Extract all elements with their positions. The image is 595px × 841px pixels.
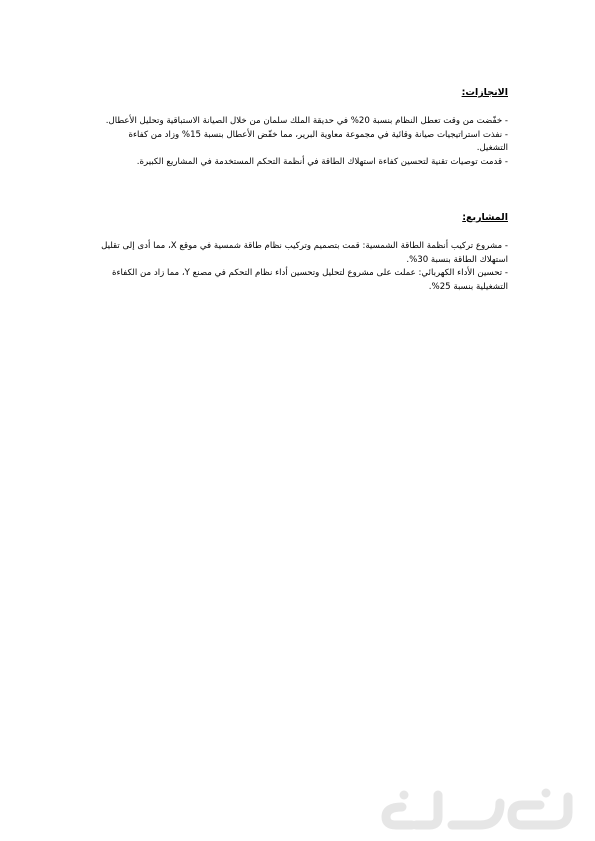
projects-section — [96, 211, 508, 294]
achievements-section — [96, 86, 508, 169]
achievements-heading: الانجازات: — [461, 87, 508, 98]
project-item: - تحسين الأداء الكهربائي: عملت على مشروع لتحليل وتحسين أداء نظام التحكم في مصنع Y، مما زاد من الكفاءة التشغيلية بنسبة 25%. — [112, 268, 508, 292]
achievement-item: - نفذت استراتيجيات صيانة وقائية في مجموعة معاوية البرير، مما خفّض الأعطال بنسبة 15% وزاد من كفاءة التشغيل. — [128, 129, 508, 154]
projects-heading: المشاريع: — [462, 212, 508, 223]
haraj-watermark-logo — [372, 783, 582, 835]
project-item: - مشروع تركيب أنظمة الطاقة الشمسية: قمت بتصميم وتركيب نظام طاقة شمسية في موقع X، مما أدى إلى تقليل استهلاك الطاقة بنسبة 30%. — [101, 241, 508, 265]
achievement-item: - خفّضت من وقت تعطل النظام بنسبة 20% في حديقة الملك سلمان من خلال الصيانة الاستباقية وتحليل الأعطال. — [105, 116, 508, 126]
achievement-item: - قدمت توصيات تقنية لتحسين كفاءة استهلاك الطاقة في أنظمة التحكم المستخدمة في المشاريع الكبيرة. — [136, 156, 508, 167]
